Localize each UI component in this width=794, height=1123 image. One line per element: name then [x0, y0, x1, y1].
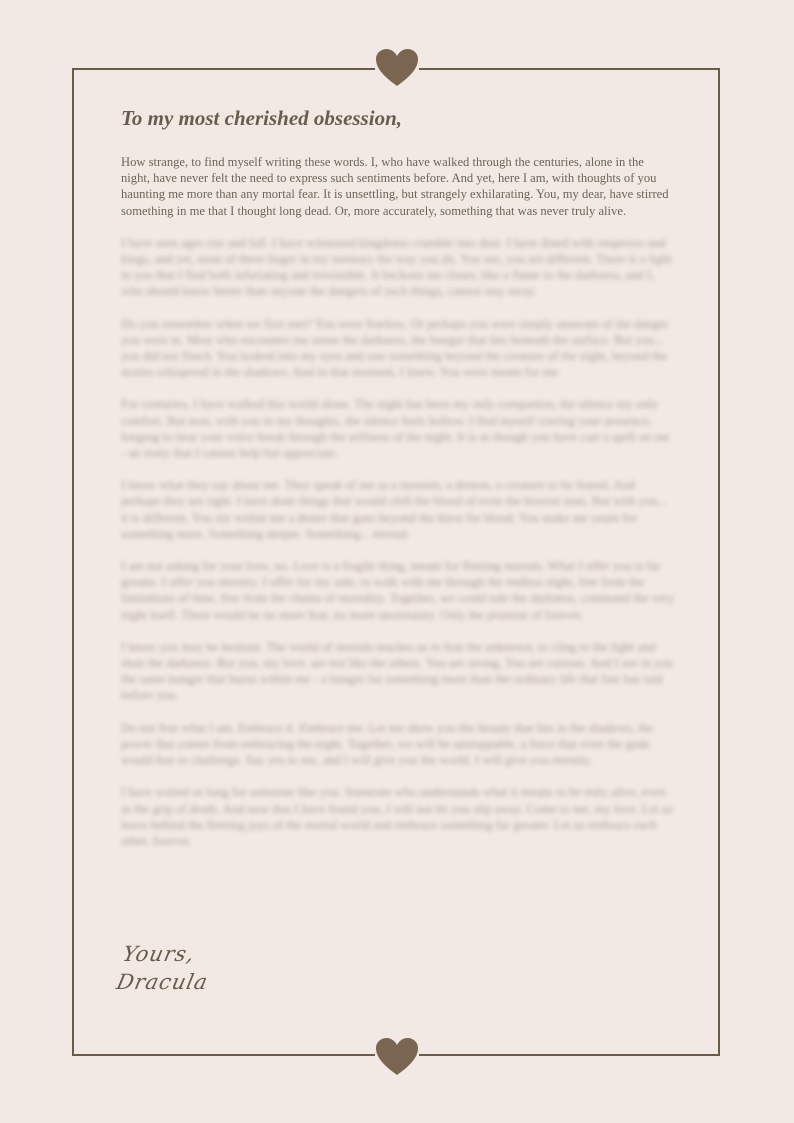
- heart-icon: [375, 1037, 419, 1077]
- letter-body: [121, 154, 675, 865]
- letter-paragraph: How strange, to find myself writing these words. I, who have walked through the centuries, alone in the night, have never felt the need to express such sentiments before. And yet, here I am, with thoughts of you haunting me more than any mortal fear. It is unsettling, but strangely exhilarating. You, my dear, have stirred something in me that I thought long dead. Or, more accurately, something that was never truly alive.: [121, 155, 669, 218]
- letter-paragraph-blurred: I know you may be hesitant. The world of mortals teaches us to fear the unknown, to cling to the light and shun the darkness. But you, my love, are not like the others. You are strong. You are curious. And I see in you the same hunger that burns within me - a hunger for something more than the ordinary life that fate has laid before you.: [121, 639, 673, 703]
- heart-icon-top-shape: [375, 48, 419, 88]
- heart-icon: [375, 48, 419, 88]
- letter-paragraph-blurred: I have waited so long for someone like you. Someone who understands what it means to be truly alive, even in the grip of death. And now that I have found you, I will not let you slip away. Come to me, my love. Let us leave behind the fleeting joys of the mortal world and embrace something far greater. Let us embrace each other, forever.: [121, 785, 673, 848]
- heart-icon-bottom-shape: [375, 1037, 419, 1077]
- salutation: To my most cherished obsession,: [121, 106, 402, 130]
- signature-name: Dracula: [114, 970, 211, 994]
- letter-paragraph-blurred: I know what they say about me. They speak of me as a monster, a demon, a creature to be feared. And perhaps they are right. I have done things that would chill the blood of even the bravest man. But with you... it is different. You stir within me a desire that goes beyond the thirst for blood. You make me yearn for something more. Something deeper. Something... eternal.: [121, 478, 667, 541]
- letter-paragraph-blurred: For centuries, I have walked this world alone. The night has been my only companion, the silence my only comfort. But now, with you in my thoughts, the silence feels hollow. I find myself craving your presence, longing to hear your voice break through the stillness of the night. It is as though you have cast a spell on me - an irony that I cannot help but appreciate.: [121, 397, 670, 461]
- letter-paragraph-blurred: I am not asking for your love, no. Love is a fragile thing, meant for fleeting mortals. What I offer you is far greater. I offer you eternity. I offer for my side, to walk with me through the endless night, free from the limitations of time, free from the chains of mortality. Together, we could rule the darkness, command the very night itself. There would be no more fear, no more uncertainty. Only the promise of forever.: [121, 559, 675, 622]
- signature-block: [114, 940, 217, 996]
- letter-paragraph-blurred: I have seen ages rise and fall. I have witnessed kingdoms crumble into dust. I have dined with emperors and kings, and yet, none of them linger in my memory the way you do. You see, you are different. There is a light in you that I find both infuriating and irresistible. It beckons me closer, like a flame to the darkness, and I, who should know better than anyone the dangers of such things, cannot stay away.: [121, 235, 672, 299]
- letter-paragraph-blurred: Do not fear what I am. Embrace it. Embrace me. Let me show you the beauty that lies in the shadows, the power that comes from embracing the night. Together, we will be unstoppable, a force that even the gods would fear to challenge. Say yes to me, and I will give you the world. I will give you eternity.: [121, 720, 654, 768]
- letter-paragraph-blurred: Do you remember when we first met? You were fearless. Or perhaps you were simply unaware of the danger you were in. Most who encounter me sense the darkness, the hunger that lies beneath the surface. But you... you did not flinch. You looked into my eyes and saw something beyond the creature of the night, beyond the stories whispered in the shadows. And in that moment, I knew. You were meant for me.: [121, 316, 669, 380]
- closing: Yours,: [120, 942, 198, 966]
